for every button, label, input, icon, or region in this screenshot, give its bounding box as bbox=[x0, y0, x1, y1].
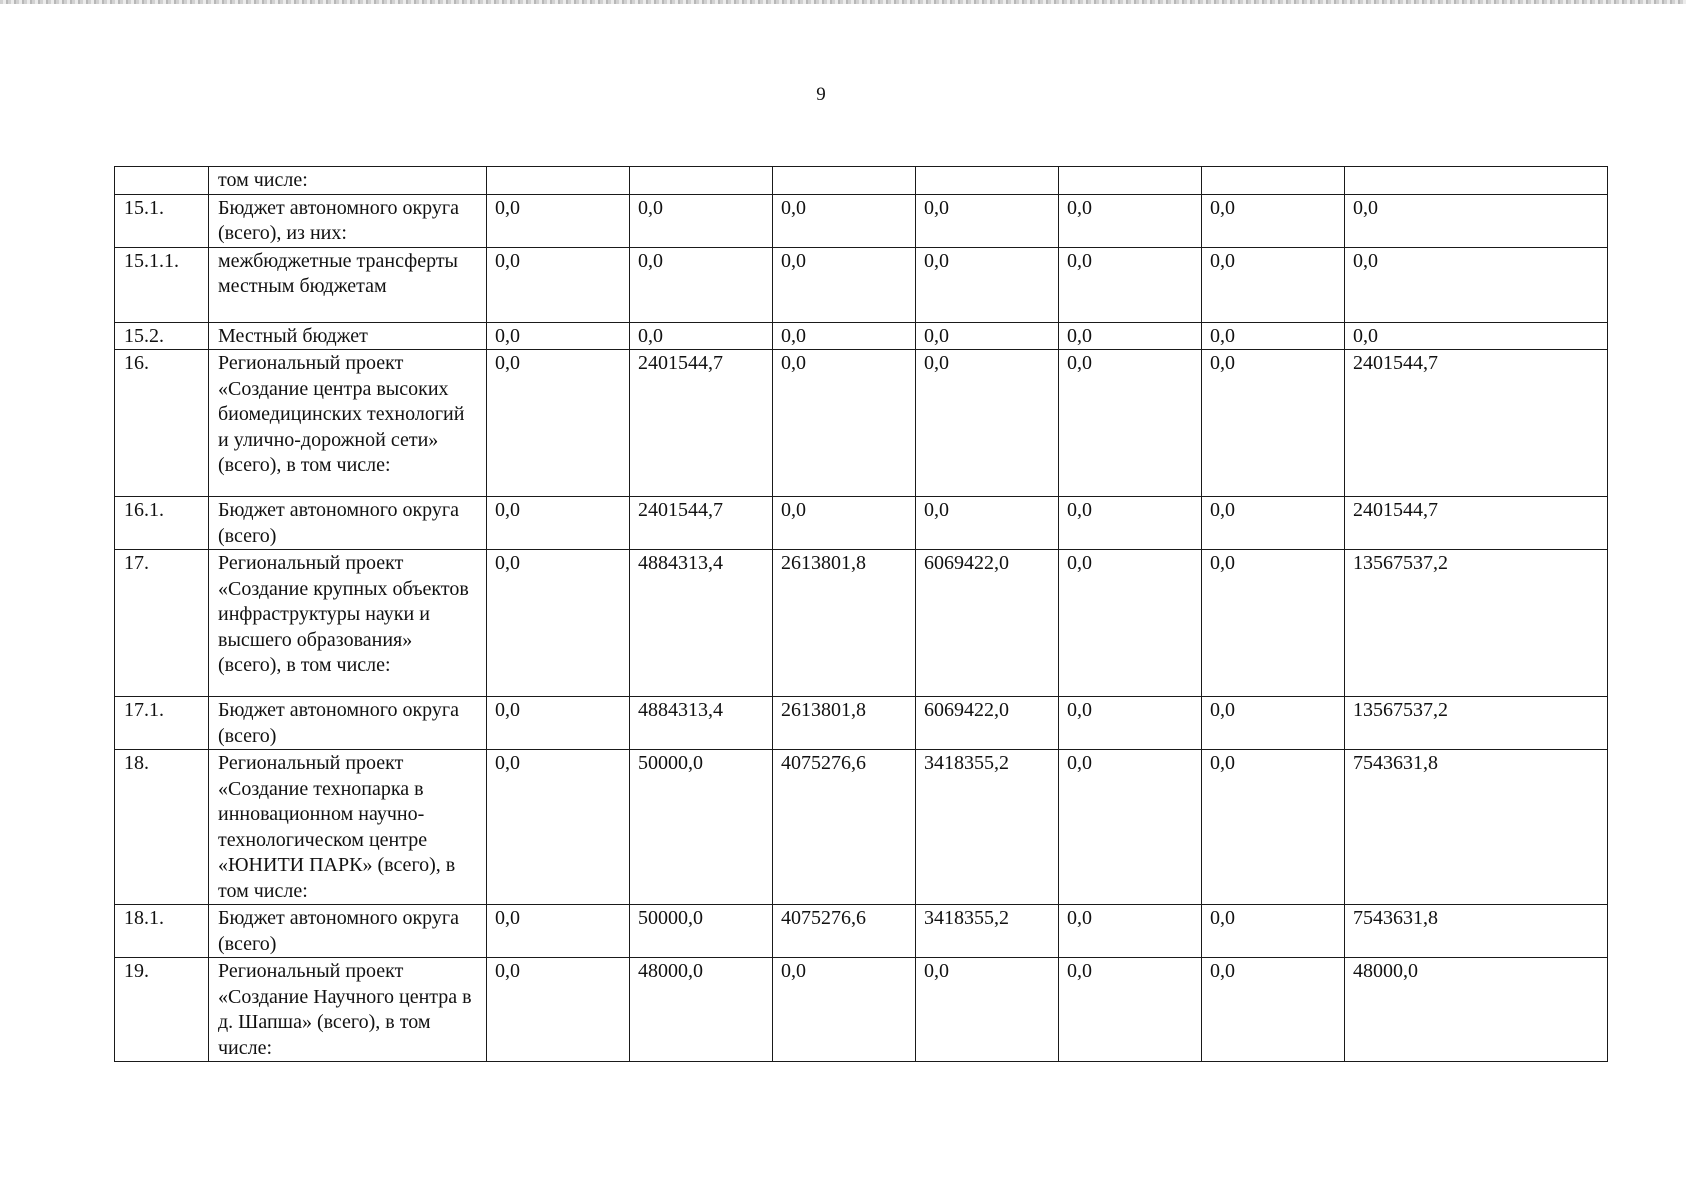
value-cell: 4884313,4 bbox=[630, 550, 773, 697]
row-number-cell: 18.1. bbox=[115, 905, 209, 958]
value-cell bbox=[773, 167, 916, 195]
value-cell: 0,0 bbox=[487, 697, 630, 750]
value-cell: 4075276,6 bbox=[773, 750, 916, 905]
value-cell: 2613801,8 bbox=[773, 550, 916, 697]
value-cell: 0,0 bbox=[1202, 550, 1345, 697]
value-cell: 0,0 bbox=[773, 247, 916, 322]
row-number-cell: 15.1.1. bbox=[115, 247, 209, 322]
value-cell: 7543631,8 bbox=[1345, 750, 1608, 905]
value-cell: 0,0 bbox=[773, 497, 916, 550]
value-cell: 50000,0 bbox=[630, 905, 773, 958]
value-cell: 0,0 bbox=[1059, 550, 1202, 697]
value-cell: 0,0 bbox=[1059, 905, 1202, 958]
value-cell: 0,0 bbox=[1345, 247, 1608, 322]
table-row bbox=[115, 550, 1608, 697]
value-cell: 2401544,7 bbox=[630, 497, 773, 550]
value-cell: 0,0 bbox=[630, 247, 773, 322]
value-cell: 0,0 bbox=[916, 958, 1059, 1062]
row-name-cell: Региональный проект «Создание технопарка в инновационном научно-технологическом центре «ЮНИТИ ПАРК» (всего), в том числе: bbox=[209, 750, 487, 905]
budget-table-body bbox=[115, 167, 1608, 1062]
value-cell bbox=[630, 167, 773, 195]
row-name-cell: Бюджет автономного округа (всего) bbox=[209, 905, 487, 958]
table-row bbox=[115, 167, 1608, 195]
value-cell: 0,0 bbox=[1345, 322, 1608, 350]
budget-table bbox=[114, 166, 1608, 1062]
value-cell: 0,0 bbox=[1059, 497, 1202, 550]
value-cell bbox=[1059, 167, 1202, 195]
row-name-cell: Региональный проект «Создание Научного центра в д. Шапша» (всего), в том числе: bbox=[209, 958, 487, 1062]
row-number-cell: 17.1. bbox=[115, 697, 209, 750]
row-name-cell: Региональный проект «Создание центра высоких биомедицинских технологий и улично-дорожной сети» (всего), в том числе: bbox=[209, 350, 487, 497]
value-cell: 3418355,2 bbox=[916, 750, 1059, 905]
table-row bbox=[115, 194, 1608, 247]
row-number-cell: 18. bbox=[115, 750, 209, 905]
row-number-cell bbox=[115, 167, 209, 195]
row-name-cell: Региональный проект «Создание крупных объектов инфраструктуры науки и высшего образования» (всего), в том числе: bbox=[209, 550, 487, 697]
value-cell: 0,0 bbox=[1059, 247, 1202, 322]
row-name-cell: Бюджет автономного округа (всего) bbox=[209, 697, 487, 750]
value-cell: 0,0 bbox=[916, 247, 1059, 322]
value-cell: 0,0 bbox=[630, 194, 773, 247]
value-cell: 0,0 bbox=[1059, 750, 1202, 905]
value-cell: 0,0 bbox=[487, 350, 630, 497]
value-cell: 0,0 bbox=[773, 958, 916, 1062]
row-number-cell: 16.1. bbox=[115, 497, 209, 550]
row-number-cell: 15.1. bbox=[115, 194, 209, 247]
value-cell: 0,0 bbox=[1202, 194, 1345, 247]
value-cell: 0,0 bbox=[1202, 497, 1345, 550]
table-row bbox=[115, 350, 1608, 497]
value-cell: 0,0 bbox=[773, 350, 916, 497]
row-number-cell: 19. bbox=[115, 958, 209, 1062]
value-cell: 3418355,2 bbox=[916, 905, 1059, 958]
value-cell: 0,0 bbox=[630, 322, 773, 350]
table-row bbox=[115, 905, 1608, 958]
row-number-cell: 17. bbox=[115, 550, 209, 697]
scan-edge-artifact bbox=[0, 0, 1686, 4]
value-cell: 0,0 bbox=[916, 350, 1059, 497]
value-cell: 4884313,4 bbox=[630, 697, 773, 750]
value-cell: 0,0 bbox=[916, 322, 1059, 350]
value-cell: 0,0 bbox=[487, 905, 630, 958]
value-cell: 2401544,7 bbox=[1345, 350, 1608, 497]
value-cell bbox=[1202, 167, 1345, 195]
value-cell: 0,0 bbox=[1059, 958, 1202, 1062]
value-cell: 6069422,0 bbox=[916, 697, 1059, 750]
value-cell bbox=[916, 167, 1059, 195]
table-row bbox=[115, 958, 1608, 1062]
table-row bbox=[115, 322, 1608, 350]
value-cell: 2613801,8 bbox=[773, 697, 916, 750]
value-cell: 2401544,7 bbox=[630, 350, 773, 497]
value-cell: 0,0 bbox=[1059, 697, 1202, 750]
value-cell: 0,0 bbox=[1202, 750, 1345, 905]
value-cell: 0,0 bbox=[1059, 194, 1202, 247]
value-cell: 0,0 bbox=[487, 322, 630, 350]
value-cell: 0,0 bbox=[1202, 247, 1345, 322]
value-cell: 0,0 bbox=[1202, 350, 1345, 497]
value-cell: 4075276,6 bbox=[773, 905, 916, 958]
value-cell: 0,0 bbox=[487, 194, 630, 247]
value-cell: 6069422,0 bbox=[916, 550, 1059, 697]
value-cell: 0,0 bbox=[773, 194, 916, 247]
row-number-cell: 16. bbox=[115, 350, 209, 497]
value-cell: 0,0 bbox=[773, 322, 916, 350]
value-cell: 50000,0 bbox=[630, 750, 773, 905]
value-cell: 7543631,8 bbox=[1345, 905, 1608, 958]
value-cell: 0,0 bbox=[487, 497, 630, 550]
row-name-cell: Бюджет автономного округа (всего) bbox=[209, 497, 487, 550]
value-cell: 0,0 bbox=[1202, 697, 1345, 750]
value-cell: 0,0 bbox=[1202, 905, 1345, 958]
value-cell: 0,0 bbox=[1059, 350, 1202, 497]
table-row bbox=[115, 697, 1608, 750]
value-cell: 0,0 bbox=[487, 247, 630, 322]
value-cell: 0,0 bbox=[1202, 322, 1345, 350]
value-cell: 0,0 bbox=[487, 550, 630, 697]
row-name-cell: том числе: bbox=[209, 167, 487, 195]
row-name-cell: межбюджетные трансферты местным бюджетам bbox=[209, 247, 487, 322]
value-cell: 48000,0 bbox=[1345, 958, 1608, 1062]
page-number: 9 bbox=[816, 84, 826, 105]
value-cell: 0,0 bbox=[1059, 322, 1202, 350]
row-name-cell: Местный бюджет bbox=[209, 322, 487, 350]
value-cell: 2401544,7 bbox=[1345, 497, 1608, 550]
table-row bbox=[115, 497, 1608, 550]
value-cell: 48000,0 bbox=[630, 958, 773, 1062]
value-cell: 13567537,2 bbox=[1345, 697, 1608, 750]
value-cell bbox=[1345, 167, 1608, 195]
table-row bbox=[115, 750, 1608, 905]
value-cell: 13567537,2 bbox=[1345, 550, 1608, 697]
row-number-cell: 15.2. bbox=[115, 322, 209, 350]
value-cell: 0,0 bbox=[916, 194, 1059, 247]
row-name-cell: Бюджет автономного округа (всего), из них: bbox=[209, 194, 487, 247]
value-cell bbox=[487, 167, 630, 195]
value-cell: 0,0 bbox=[487, 958, 630, 1062]
value-cell: 0,0 bbox=[1202, 958, 1345, 1062]
value-cell: 0,0 bbox=[916, 497, 1059, 550]
value-cell: 0,0 bbox=[1345, 194, 1608, 247]
table-row bbox=[115, 247, 1608, 322]
value-cell: 0,0 bbox=[487, 750, 630, 905]
